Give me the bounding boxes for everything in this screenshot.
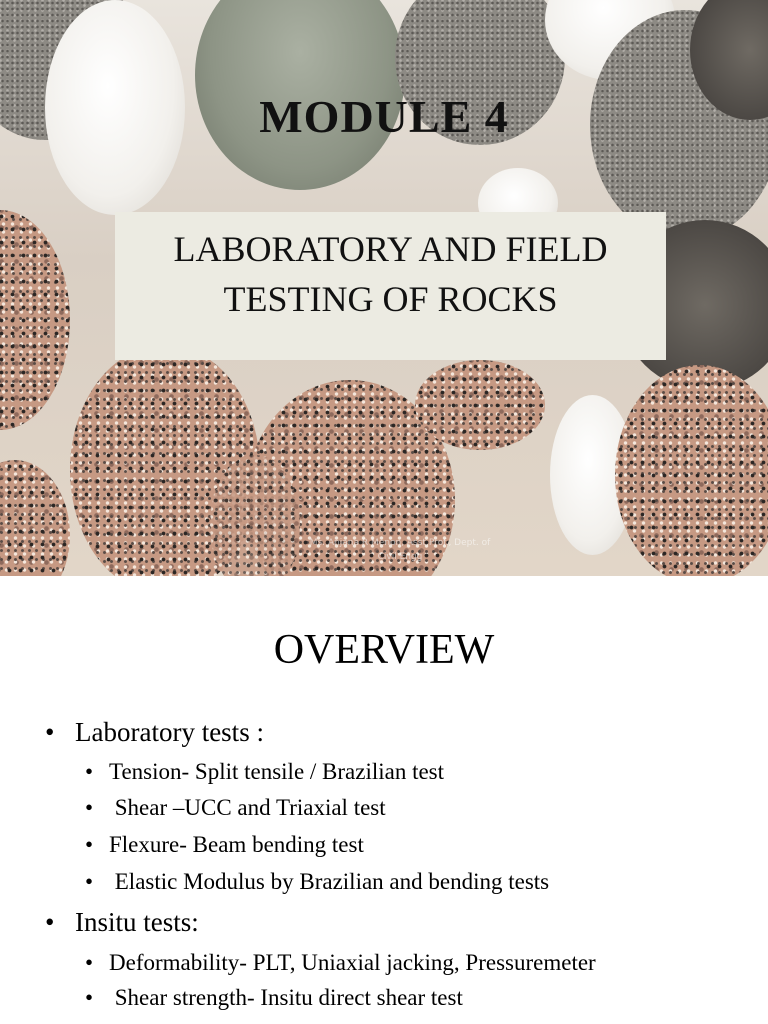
list-item-label: Insitu tests: xyxy=(75,907,199,937)
overview-heading: OVERVIEW xyxy=(273,627,495,673)
bullet: • xyxy=(85,759,94,784)
list-item-label: Shear strength- Insitu direct shear test xyxy=(109,985,463,1010)
list-item-level2 xyxy=(85,869,549,895)
bullet: • xyxy=(45,907,55,937)
list-item-level1 xyxy=(45,717,264,748)
list-item-label: Elastic Modulus by Brazilian and bending tests xyxy=(109,869,550,894)
subtitle-box xyxy=(115,212,666,360)
rock-core xyxy=(615,365,768,576)
list-item-level2 xyxy=(85,795,386,821)
list-item-level2 xyxy=(85,985,463,1011)
bullet: • xyxy=(85,985,94,1010)
list-item-level2 xyxy=(85,832,364,858)
bullet: • xyxy=(85,795,94,820)
bullet: • xyxy=(85,869,94,894)
bullet: • xyxy=(85,950,94,975)
list-item-level1 xyxy=(45,907,199,938)
credit-line-2: Civil Engg xyxy=(377,552,423,562)
subtitle-line-1: LABORATORY AND FIELD xyxy=(173,229,608,269)
list-item-level2 xyxy=(85,759,444,785)
list-item-label: Laboratory tests : xyxy=(75,717,264,747)
list-item-label: Tension- Split tensile / Brazilian test xyxy=(109,759,445,784)
rock-core xyxy=(415,360,545,450)
list-item-label: Flexure- Beam bending test xyxy=(109,832,364,857)
bullet: • xyxy=(45,717,55,747)
rock-core xyxy=(0,210,70,430)
slide-title: MODULE 4 xyxy=(259,91,509,142)
list-item-label: Shear –UCC and Triaxial test xyxy=(109,795,386,820)
bullet: • xyxy=(85,832,94,857)
author-credit xyxy=(250,536,550,564)
subtitle-line-2: TESTING OF ROCKS xyxy=(223,279,558,319)
credit-line-1: Ms. Anjana R Menon, Asst.Prof., Dept. of xyxy=(309,538,491,548)
overview-slide xyxy=(0,576,768,1024)
rock-core xyxy=(0,460,70,576)
list-item-label: Deformability- PLT, Uniaxial jacking, Pressuremeter xyxy=(109,950,596,975)
list-item-level2 xyxy=(85,950,596,976)
